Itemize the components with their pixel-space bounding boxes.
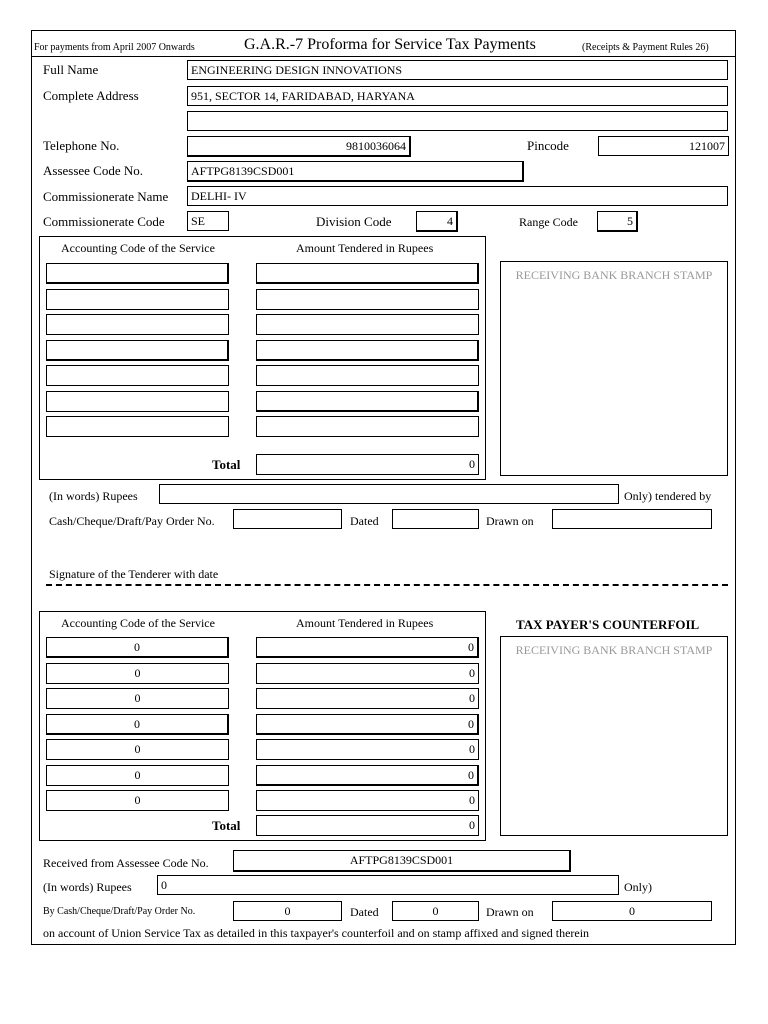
upper-code-field[interactable] <box>46 365 229 386</box>
upper-in-words-label: (In words) Rupees <box>49 489 138 503</box>
upper-col1-header: Accounting Code of the Service <box>61 241 215 255</box>
upper-amount-field[interactable] <box>256 416 479 437</box>
lower-col2-header: Amount Tendered in Rupees <box>296 616 434 630</box>
counterfoil-title: TAX PAYER'S COUNTERFOIL <box>516 617 700 632</box>
lower-amount-field[interactable]: 0 <box>256 790 479 811</box>
lower-amount-field[interactable]: 0 <box>256 688 479 709</box>
upper-amount-field[interactable] <box>256 263 479 284</box>
upper-code-field[interactable] <box>46 416 229 437</box>
upper-code-field[interactable] <box>46 391 229 412</box>
commissionerate-code-field[interactable]: SE <box>187 211 229 231</box>
address-label: Complete Address <box>43 88 139 103</box>
commissionerate-name-field[interactable]: DELHI- IV <box>187 186 728 206</box>
address-line2-field[interactable] <box>187 111 728 131</box>
upper-only-tendered: Only) tendered by <box>624 489 712 503</box>
upper-in-words-field[interactable] <box>159 484 619 504</box>
lower-code-field[interactable]: 0 <box>46 739 229 760</box>
upper-code-field[interactable] <box>46 289 229 310</box>
pincode-field[interactable]: 121007 <box>598 136 729 156</box>
form-title: G.A.R.-7 Proforma for Service Tax Payments <box>244 36 536 53</box>
upper-dated-field[interactable] <box>392 509 479 529</box>
lower-amount-field[interactable]: 0 <box>256 765 479 786</box>
assessee-code-field[interactable]: AFTPG8139CSD001 <box>187 161 524 182</box>
lower-dated-label: Dated <box>350 905 379 919</box>
lower-col1-header: Accounting Code of the Service <box>61 616 215 630</box>
lower-cheque-label: By Cash/Cheque/Draft/Pay Order No. <box>43 906 196 917</box>
lower-total-field[interactable]: 0 <box>256 815 479 836</box>
upper-total-label: Total <box>212 457 241 472</box>
lower-code-field[interactable]: 0 <box>46 663 229 684</box>
received-code-field[interactable]: AFTPG8139CSD001 <box>233 850 571 872</box>
header-divider <box>31 56 736 57</box>
lower-drawn-field[interactable]: 0 <box>552 901 712 921</box>
lower-code-field[interactable]: 0 <box>46 790 229 811</box>
lower-code-field[interactable]: 0 <box>46 637 229 658</box>
range-code-field[interactable]: 5 <box>597 211 638 232</box>
upper-drawn-field[interactable] <box>552 509 712 529</box>
assessee-code-label: Assessee Code No. <box>43 163 144 178</box>
commissionerate-name-label: Commissionerate Name <box>43 189 169 204</box>
lower-in-words-field[interactable]: 0 <box>157 875 619 895</box>
lower-amount-field[interactable]: 0 <box>256 714 479 735</box>
upper-col2-header: Amount Tendered in Rupees <box>296 241 434 255</box>
lower-cheque-field[interactable]: 0 <box>233 901 342 921</box>
upper-code-field[interactable] <box>46 340 229 361</box>
upper-total-field[interactable]: 0 <box>256 454 479 475</box>
header-right-note: (Receipts & Payment Rules 26) <box>582 42 709 53</box>
upper-code-field[interactable] <box>46 263 229 284</box>
lower-amount-field[interactable]: 0 <box>256 739 479 760</box>
lower-only: Only) <box>624 880 652 894</box>
range-code-label: Range Code <box>519 215 578 229</box>
division-code-label: Division Code <box>316 214 392 229</box>
lower-dated-field[interactable]: 0 <box>392 901 479 921</box>
address-line1-field[interactable]: 951, SECTOR 14, FARIDABAD, HARYANA <box>187 86 728 106</box>
telephone-label: Telephone No. <box>43 138 120 153</box>
upper-amount-field[interactable] <box>256 365 479 386</box>
received-label: Received from Assessee Code No. <box>43 856 209 870</box>
lower-footer-text: on account of Union Service Tax as detailed in this taxpayer's counterfoil and on stamp affixed and signed therein <box>43 926 590 940</box>
lower-amount-field[interactable]: 0 <box>256 663 479 684</box>
lower-code-field[interactable]: 0 <box>46 765 229 786</box>
header-left-note: For payments from April 2007 Onwards <box>34 42 195 53</box>
upper-bank-stamp: RECEIVING BANK BRANCH STAMP <box>500 261 728 476</box>
upper-cheque-label: Cash/Cheque/Draft/Pay Order No. <box>49 514 215 528</box>
lower-in-words-label: (In words) Rupees <box>43 880 132 894</box>
upper-amount-field[interactable] <box>256 340 479 361</box>
full-name-field[interactable]: ENGINEERING DESIGN INNOVATIONS <box>187 60 728 80</box>
upper-amount-field[interactable] <box>256 314 479 335</box>
telephone-field[interactable]: 9810036064 <box>187 136 411 157</box>
signature-label: Signature of the Tenderer with date <box>49 567 219 581</box>
upper-amount-field[interactable] <box>256 391 479 412</box>
upper-dated-label: Dated <box>350 514 379 528</box>
cut-line <box>46 584 728 586</box>
division-code-field[interactable]: 4 <box>416 211 458 232</box>
upper-drawn-label: Drawn on <box>486 514 534 528</box>
commissionerate-code-label: Commissionerate Code <box>43 214 165 229</box>
upper-code-field[interactable] <box>46 314 229 335</box>
lower-bank-stamp: RECEIVING BANK BRANCH STAMP <box>500 636 728 836</box>
lower-amount-field[interactable]: 0 <box>256 637 479 658</box>
lower-code-field[interactable]: 0 <box>46 688 229 709</box>
upper-amount-field[interactable] <box>256 289 479 310</box>
lower-drawn-label: Drawn on <box>486 905 534 919</box>
full-name-label: Full Name <box>43 62 99 77</box>
lower-code-field[interactable]: 0 <box>46 714 229 735</box>
pincode-label: Pincode <box>527 138 569 153</box>
upper-cheque-field[interactable] <box>233 509 342 529</box>
lower-total-label: Total <box>212 818 241 833</box>
